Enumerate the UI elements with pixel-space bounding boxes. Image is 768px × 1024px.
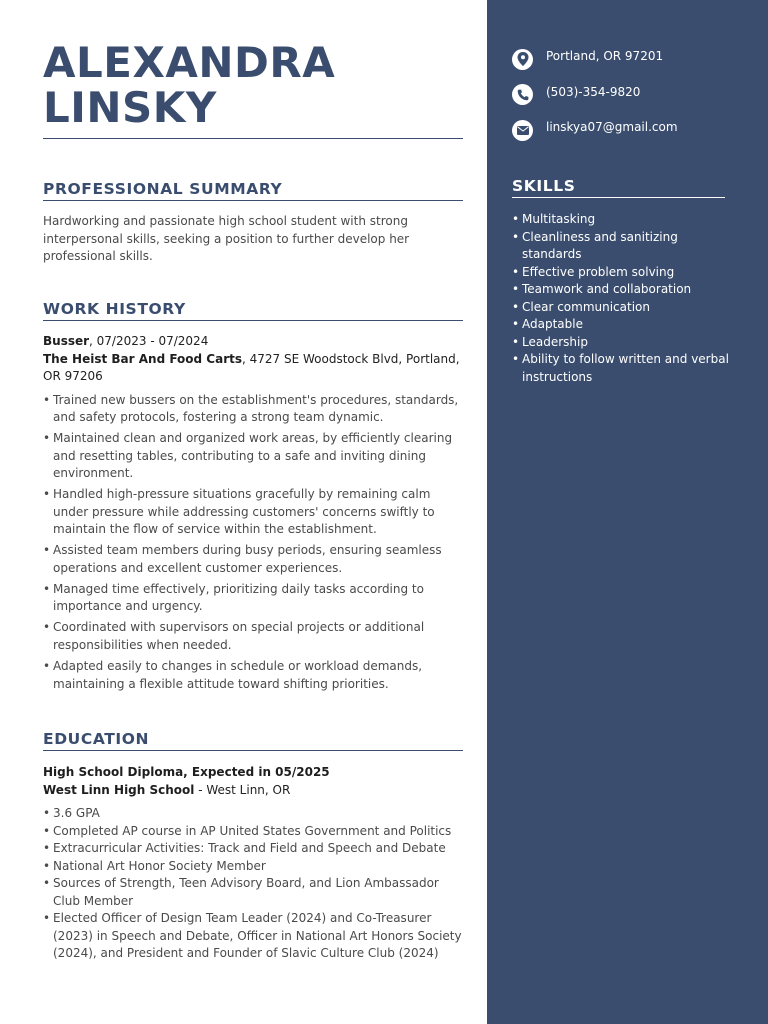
list-item: • Assisted team members during busy periods, ensuring seamless operations and excellent customer experiences. bbox=[43, 542, 463, 577]
list-item: • Multitasking bbox=[512, 211, 732, 229]
education-heading: EDUCATION bbox=[43, 730, 463, 751]
school-line bbox=[43, 782, 463, 800]
education-entry bbox=[43, 764, 463, 963]
contact-phone bbox=[512, 84, 752, 106]
name-divider bbox=[43, 138, 463, 139]
list-item: • Extracurricular Activities: Track and Field and Speech and Debate bbox=[43, 840, 463, 858]
list-item: • Ability to follow written and verbal instructions bbox=[512, 351, 732, 386]
job-entry bbox=[43, 333, 463, 697]
summary-heading: PROFESSIONAL SUMMARY bbox=[43, 180, 463, 201]
first-name: ALEXANDRA bbox=[43, 38, 336, 87]
list-item: • Handled high-pressure situations gracefully by remaining calm under pressure while addressing customers' concerns swiftly to maintain the flow of service within the establishment. bbox=[43, 486, 463, 539]
list-item: • Completed AP course in AP United States Government and Politics bbox=[43, 823, 463, 841]
skills-list bbox=[512, 211, 732, 386]
work-history-heading: WORK HISTORY bbox=[43, 300, 463, 321]
phone-text: (503)-354-9820 bbox=[546, 84, 641, 99]
job-role: Busser bbox=[43, 334, 90, 348]
list-item: • Coordinated with supervisors on special projects or additional responsibilities when needed. bbox=[43, 619, 463, 654]
degree-line bbox=[43, 764, 463, 782]
contact-address bbox=[512, 48, 752, 70]
list-item: • Elected Officer of Design Team Leader (2024) and Co-Treasurer (2023) in Speech and Debate, Officer in National Art Honors Society (2024), and President and Founder of Slavic Culture Club (2024) bbox=[43, 910, 463, 963]
job-title-line bbox=[43, 333, 463, 351]
list-item: • 3.6 GPA bbox=[43, 805, 463, 823]
degree-expected: , Expected in 05/2025 bbox=[183, 765, 330, 779]
email-text: linskya07@gmail.com bbox=[546, 120, 678, 134]
list-item: • Teamwork and collaboration bbox=[512, 281, 732, 299]
school-location: - West Linn, OR bbox=[194, 782, 291, 797]
school-name: West Linn High School bbox=[43, 782, 195, 797]
degree: High School Diploma bbox=[43, 765, 184, 779]
education-bullet-list bbox=[43, 805, 463, 963]
job-dates: , 07/2023 - 07/2024 bbox=[89, 334, 209, 348]
list-item: • Trained new bussers on the establishment's procedures, standards, and safety protocols, fostering a strong team dynamic. bbox=[43, 392, 463, 427]
contact-email bbox=[512, 119, 752, 141]
contact-block bbox=[512, 48, 752, 155]
list-item: • Cleanliness and sanitizing standards bbox=[512, 229, 732, 264]
job-bullet-list bbox=[43, 392, 463, 694]
job-location: , 4727 SE Woodstock Blvd, Portland, OR 97206 bbox=[43, 351, 460, 383]
list-item: • Effective problem solving bbox=[512, 264, 732, 282]
location-pin-icon bbox=[512, 49, 533, 70]
list-item: • National Art Honor Society Member bbox=[43, 858, 463, 876]
list-item: • Leadership bbox=[512, 334, 732, 352]
address-text: Portland, OR 97201 bbox=[546, 49, 664, 63]
list-item: • Managed time effectively, prioritizing daily tasks according to importance and urgency. bbox=[43, 581, 463, 616]
job-employer: The Heist Bar And Food Carts bbox=[43, 351, 243, 366]
mail-icon bbox=[512, 120, 533, 141]
list-item: • Clear communication bbox=[512, 299, 732, 317]
job-employer-line bbox=[43, 351, 463, 386]
list-item: • Adapted easily to changes in schedule or workload demands, maintaining a flexible attitude toward shifting priorities. bbox=[43, 658, 463, 693]
list-item: • Adaptable bbox=[512, 316, 732, 334]
summary-text: Hardworking and passionate high school student with strong interpersonal skills, seeking a position to further develop her professional skills. bbox=[43, 214, 410, 263]
phone-icon bbox=[512, 84, 533, 105]
sidebar bbox=[487, 0, 768, 1024]
list-item: • Sources of Strength, Teen Advisory Board, and Lion Ambassador Club Member bbox=[43, 875, 463, 910]
skills-heading: SKILLS bbox=[512, 177, 725, 198]
candidate-name bbox=[43, 40, 463, 130]
list-item: • Maintained clean and organized work areas, by efficiently clearing and resetting tables, contributing to a safe and inviting dining environment. bbox=[43, 430, 463, 483]
last-name: LINSKY bbox=[43, 83, 217, 132]
